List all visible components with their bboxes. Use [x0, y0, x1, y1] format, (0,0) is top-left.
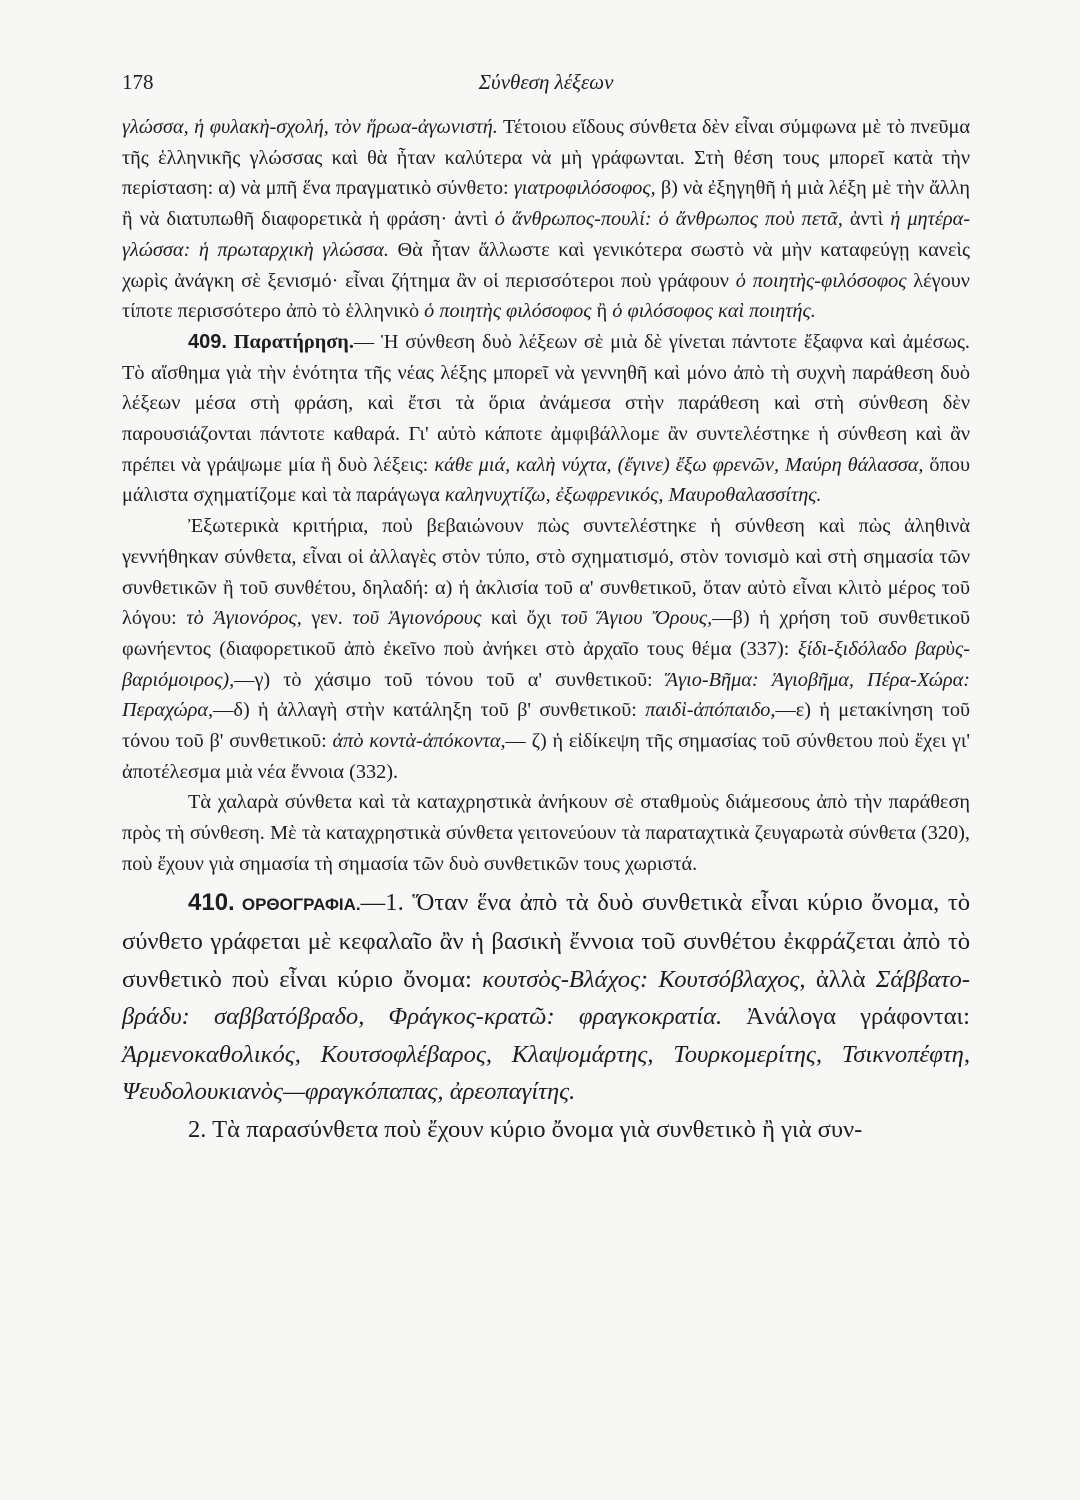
body-text: Ἀνάλογα γράφονται:	[722, 1003, 970, 1031]
section-410	[122, 884, 970, 1111]
example-text: τοῦ Ἁγιονόρους	[352, 607, 482, 630]
body-text: ἢ	[591, 300, 613, 323]
body-text: —β) ἡ χρήση τοῦ συνθετικοῦ φωνήεντος (διαφορετικοῦ ἀπὸ ἐκεῖνο ποὺ ἀνήκει στὸ ἀρχαῖο τους θέμα (337):	[122, 607, 971, 660]
paragraph-criteria	[122, 511, 970, 787]
example-text: ὁ φιλόσοφος καὶ ποιητής.	[612, 300, 816, 323]
example-text: κουτσὸς-Βλάχος: Κουτσόβλαχος,	[482, 965, 806, 993]
body-text: — Ἡ σύνθεση δυὸ λέξεων σὲ μιὰ δὲ γίνεται πάντοτε ἔξαφνα καὶ ἀμέσως. Τὸ αἴσθημα γιὰ τὴν ἑνότητα τῆς νέας λέξης μπορεῖ νὰ γεννηθῆ καὶ μόνο ἀπὸ τὴ συχνὴ παράθεση δυὸ λέξεων μέσα στὴ φράση, καὶ ἔτσι τὰ ὅρια ἀνάμεσα στὴν παράθεση καὶ στὴ σύνθεση δὲν παρουσιάζονται πάντοτε καθαρά. Γι' αὐτὸ κάποτε ἀμφιβάλλομε ἂν συντελέστηκε ἡ σύνθεση καὶ ἂν πρέπει νὰ γράψωμε μία ἢ δυὸ λέξεις:	[122, 330, 970, 476]
example-text: ὁ ἄνθρωπος-πουλί: ὁ ἄνθρωπος ποὺ πετᾶ,	[494, 208, 843, 231]
body-text: —γ) τὸ χάσιμο τοῦ τόνου τοῦ α' συνθετικοῦ:	[234, 668, 666, 691]
page-header	[122, 60, 970, 112]
paragraph-loose-compounds	[122, 787, 970, 879]
body-text: —ε) ἡ μετακίνηση τοῦ τόνου τοῦ β' συνθετικοῦ:	[122, 699, 971, 753]
body-text: ἀλλὰ	[805, 965, 876, 993]
paragraph-rule-2	[122, 1111, 970, 1149]
running-title: Σύνθεση λέξεων	[478, 70, 614, 94]
body-text: Τὰ χαλαρὰ σύνθετα καὶ τὰ καταχρηστικὰ ἀνήκουν σὲ σταθμοὺς διάμεσους ἀπὸ τὴν παράθεση πρὸς τὴ σύνθεση. Μὲ τὰ καταχρηστικὰ σύνθετα γειτονεύουν τὰ παραταχτικὰ ζευγαρωτὰ σύνθετα (320), ποὺ ἔχουν γιὰ σημασία τὴ σημασία τῶν δυὸ συνθετικῶν τους χωριστά.	[122, 791, 970, 875]
body-text: γεν.	[301, 607, 353, 630]
page-body	[122, 112, 970, 1148]
body-text: — ζ) ἡ εἰδίκεψη τῆς σημασίας τοῦ σύνθετου ποὺ ἔχει γι' ἀποτέλεσμα μιὰ νέα ἔννοια (332).	[122, 730, 970, 783]
section-409	[122, 327, 970, 511]
section-heading: Παρατήρηση.	[226, 330, 354, 353]
example-text: γλώσσα, ἡ φυλακὴ-σχολή, τὸν ἥρωα-ἀγωνιστή.	[122, 116, 498, 138]
body-text: —δ) ἡ ἀλλαγὴ στὴν κατάληξη τοῦ β' συνθετικοῦ:	[213, 699, 646, 722]
body-text: ἀντὶ	[842, 208, 891, 231]
paragraph-continuation	[122, 112, 970, 327]
body-text: Θὰ ἦταν ἄλλωστε καὶ γενικότερα σωστὸ νὰ μὴν καταφεύγῃ κανεὶς χωρὶς ἀνάγκη σὲ ξενισμό· εἶναι ζήτημα ἂν οἱ περισσότεροι ποὺ γράφουν	[122, 238, 970, 292]
section-number: 410.	[188, 888, 235, 916]
example-text: τοῦ Ἅγιου Ὄρους,	[560, 607, 713, 630]
example-text: γιατροφιλόσοφος,	[513, 177, 656, 200]
body-text: —1. Ὅταν ἕνα ἀπὸ τὰ δυὸ συνθετικὰ εἶναι κύριο ὄνομα, τὸ σύνθετο γράφεται μὲ κεφαλαῖο ἂν ἡ βασικὴ ἔννοια τοῦ συνθέτου ἐκφράζεται ἀπὸ τὸ συνθετικὸ ποὺ εἶναι κύριο ὄνομα:	[122, 888, 970, 993]
example-text: Ἅγιο-Βῆμα: Ἁγιοβῆμα, Πέρα-Χώρα: Περαχώρα,	[122, 668, 970, 722]
body-text: 2. Τὰ παρασύνθετα ποὺ ἔχουν κύριο ὄνομα γιὰ συνθετικὸ ἢ γιὰ συν-	[188, 1115, 863, 1143]
example-text: ὁ ποιητὴς φιλόσοφος	[424, 300, 592, 323]
body-text: β) νὰ ἐξηγηθῆ ἡ μιὰ λέξη μὲ τὴν ἄλλη ἢ νὰ διατυπωθῆ διαφορετικὰ ἡ φράση· ἀντὶ	[122, 177, 970, 231]
body-text: καὶ ὄχι	[481, 607, 561, 630]
example-text: Σάββατο-βράδυ: σαββατόβραδο, Φράγκος-κρατῶ: φραγκοκρατία.	[122, 965, 970, 1031]
example-text: παιδὶ-ἀπόπαιδο,	[645, 699, 776, 722]
example-text: κάθε μιά, καλὴ νύχτα, (ἔγινε) ἔξω φρενῶν, Μαύρη θάλασσα,	[434, 453, 924, 476]
example-text: Ἀρμενοκαθολικός, Κουτσοφλέβαρος, Κλαψομάρτης, Τουρκομερίτης, Τσικνοπέφτη, Ψευδολουκιανὸς—φραγκόπαπας, ἀρεοπαγίτης.	[122, 1040, 970, 1106]
body-text: ὅπου μάλιστα σχηματίζομε καὶ τὰ παράγωγα	[122, 453, 970, 507]
example-text: τὸ Ἁγιονόρος,	[186, 607, 302, 630]
example-text: καληνυχτίζω, ἐξωφρενικός, Μαυροθαλασσίτης.	[444, 484, 822, 507]
page-number: 178	[122, 70, 154, 94]
body-text: Τέτοιου εἴδους σύνθετα δὲν εἶναι σύμφωνα μὲ τὸ πνεῦμα τῆς ἑλληνικῆς γλώσσας καὶ θὰ ἦταν καλύτερα νὰ μὴ γράφωνται. Στὴ θέση τους μπορεῖ κατὰ τὴν περίσταση: α) νὰ μπῆ ἕνα πραγματικὸ σύνθετο:	[122, 116, 970, 200]
example-text: ὁ ποιητὴς-φιλόσοφος	[735, 269, 907, 292]
large-print-block	[122, 884, 970, 1149]
example-text: ἀπὸ κοντὰ-ἀπόκοντα,	[332, 730, 506, 753]
body-text: λέγουν τίποτε περισσότερο ἀπὸ τὸ ἑλληνικὸ	[122, 269, 970, 323]
example-text: ἡ μητέρα-γλώσσα: ἡ πρωταρχικὴ γλώσσα.	[122, 208, 971, 261]
section-heading: ΟΡΘΟΓΡΑΦΙΑ.	[234, 894, 361, 914]
example-text: ξίδι-ξιδόλαδο βαρὺς-βαριόμοιρος),	[122, 637, 970, 691]
body-text: Ἐξωτερικὰ κριτήρια, ποὺ βεβαιώνουν πὼς συντελέστηκε ἡ σύνθεση καὶ πὼς ἀληθινὰ γεννήθηκαν σύνθετα, εἶναι οἱ ἀλλαγὲς στὸν τύπο, στὸ σχηματισμό, στὸν τονισμὸ καὶ στὴ σημασία τῶν συνθετικῶν ἢ τοῦ συνθέτου, δηλαδή: α) ἡ ἀκλισία τοῦ α' συνθετικοῦ, ὅταν αὐτὸ εἶναι κλιτὸ μέρος τοῦ λόγου:	[122, 515, 970, 630]
section-number: 409.	[188, 330, 227, 353]
